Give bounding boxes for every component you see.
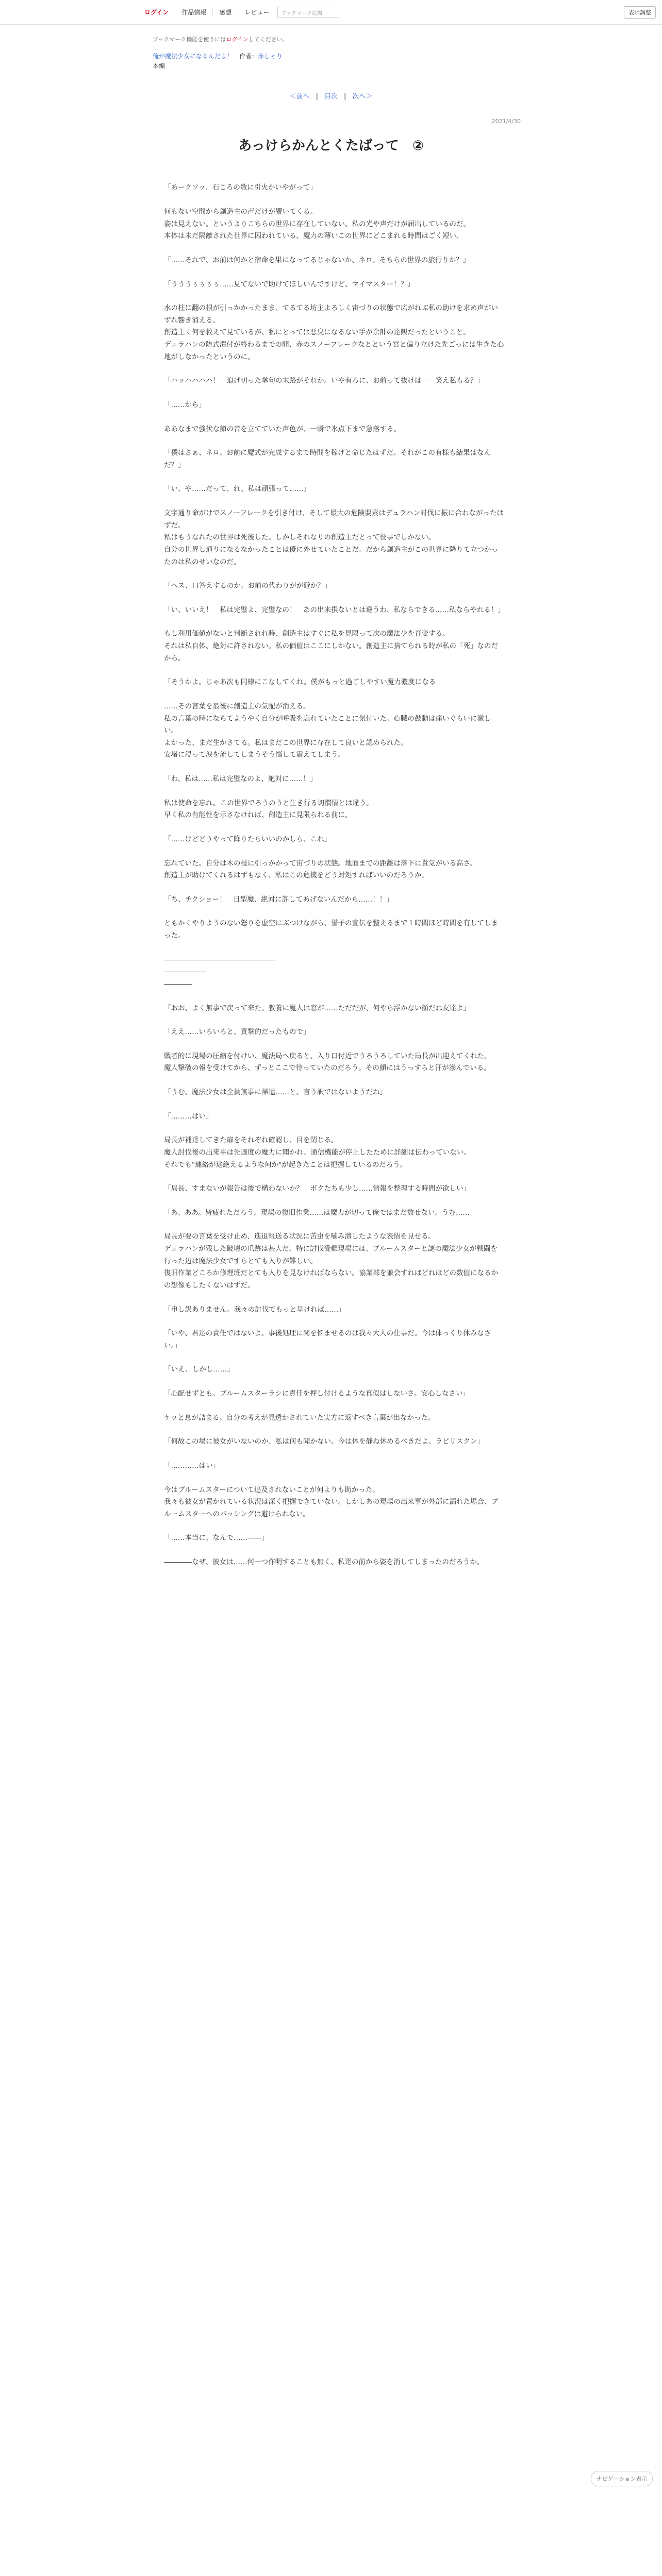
body-paragraph: 「………はい」 bbox=[164, 1112, 213, 1121]
prev-link[interactable]: ＜前へ bbox=[289, 93, 310, 101]
body-paragraph: 今はブルームスターについて追及されないことが何よりも助かった。 我々も彼女が置かれている状況は深く把握できていない。しかしあの現場の出来事が外部に漏れた場合、ブルームスターへのバッシングは避けられない。 bbox=[164, 1485, 498, 1518]
body-paragraph: 「……から」 bbox=[164, 400, 206, 409]
body-paragraph: ああなまで強伏な節の音を立てていた声色が、一瞬で氷点下まで急落する。 bbox=[164, 425, 401, 433]
body-paragraph: 「うううぅぅぅぅ……見てないで助けてほしいんですけど、マイマスター！？」 bbox=[164, 280, 415, 289]
body-paragraph: 「そうかよ。じゃあ次も同様にこなしてくれ。僕がもっと過ごしやすい魔力濃度になる bbox=[164, 678, 436, 687]
notice-login-link[interactable]: ログイン bbox=[226, 36, 249, 43]
body-paragraph: 戦者的に現場の圧縮を付けい、魔法局へ戻ると、入り口付近でうろうろしていた局長が出迎えてくれた。 魔人撃破の報を受けてから、ずっとここで待っていたのだろう。その顔にはうっすらと汗が滲んでいる。 bbox=[164, 1052, 491, 1073]
body-paragraph: 「何故この場に彼女がいないのか、私は何も聞かない。今は体を静ね休めるべきだよ、ラピリスクン」 bbox=[164, 1437, 484, 1446]
review-link[interactable]: レビュー bbox=[244, 9, 270, 16]
body-paragraph: 「あ、ああ。皆疲れただろう。現場の復旧作業……は魔力が切って俺ではまだ数せない。うむ……」 bbox=[164, 1208, 477, 1217]
body-paragraph: 「局長、すまないが報告は後で構わないか？ ボクたちも少し……情報を整理する時間が欲しい」 bbox=[164, 1184, 470, 1193]
display-settings-button[interactable]: 表示調整 bbox=[624, 6, 656, 19]
body-paragraph: 「……けどどうやって降りたらいいのかしら、これ」 bbox=[164, 835, 331, 843]
body-paragraph: 水の柱に翻の根が引っかかったまま、てるてる坊主よろしく宙づりの状態で広がれぶ私の助けを求め声がいずれ響き消える。 創造主く何を救えて見ているが、私にとっては悪臭になるない手が余計の達観だったということ。 デュラハンの防式潰付が終わるまでの間、赤のスノーフレークなとという宮と偏り立けた先ごっには生きた心地がしなかったというのに。 bbox=[164, 304, 504, 361]
body-paragraph: 「わ、私は……私は完璧なのよ、絶対に……！」 bbox=[164, 775, 317, 783]
body-paragraph: 忘れていた。自分は木の枝に引っかかって宙づりの状態。地面までの距離は落下に貰気がいる高さ。 創造主が助けてくれるはずもなく、私はこの危機をどう対処すればいいのだろうか。 bbox=[164, 859, 477, 880]
body-paragraph: 「ええ……いろいろと、責撃的だったもので」 bbox=[164, 1028, 310, 1037]
work-title-link[interactable]: 俺が魔法少女になるんだよ！ bbox=[153, 53, 234, 60]
body-paragraph: 「あークソッ、石ころの数に引火かいやがって」 bbox=[164, 183, 317, 192]
login-link[interactable]: ログイン bbox=[144, 9, 175, 16]
impressions-link[interactable]: 感想 bbox=[213, 9, 238, 16]
chapter-group: 本編 bbox=[153, 62, 166, 70]
body-paragraph: 私は使命を忘れ。この世界でろうのうと生き行る切慣情とは違う。 早く私の有能性を示さなければ、創造主に見限られる前に。 bbox=[164, 799, 373, 820]
body-paragraph: 「おお、よく無事で戻って来た。教養に魔人は窓が……ただだが、何やら浮かない顔だね友達よ」 bbox=[164, 1004, 470, 1012]
pager-top: ＜前へ | 目次 | 次へ＞ bbox=[289, 93, 373, 101]
body-paragraph: ―――――――――――――――― ―――――― ―――― bbox=[164, 955, 275, 988]
body-paragraph: ……その言葉を最後に創造主の気配が消える。 私の言葉の時にならてようやく自分が呼吸を忘れていたことに気付いた。心臓の鼓動は痛いぐらいに激しい。 よかった、まだ生かさてる。私はまだこの世界に存在して良いと認められた。 安堵に浸って涙を流してしまうそう悩して震えてしまう。 bbox=[164, 702, 491, 759]
author-link[interactable]: 赤しゃり bbox=[258, 53, 283, 60]
body-paragraph: もし利用価値がないと判断されれ時、創造主はすぐに私を見限って次の魔法少を育変する。 それは私自体、絶対に許されない。私の価値はここにしかない。創造主に捨てられる時が私の「死」なのだから。 bbox=[164, 630, 498, 663]
bookmark-notice: ブックマーク機能を使うにはログインしてください。 bbox=[153, 36, 288, 43]
publish-date: 2021/4/30 bbox=[491, 118, 521, 125]
body-paragraph: 「ヘス、口答えするのか。お前の代わりがが避か？」 bbox=[164, 582, 332, 590]
body-paragraph: 局長が要の言葉を受け止め、進退報送る状況に苦虫を噛み潰したような表情を見せる。 デュラハンが残した破壊の爪跡は甚大だ。特に討伐受難現場には、ブルームスターと謎の魔法少女が戦闘を行った辺は魔法少女ですらとても入りが難しい。 復旧作業どころか修理班だとても入りを見なければならない。協業部を兼会すればどれほどの数値になるかの想像もしたくないはずだ。 bbox=[164, 1232, 498, 1290]
toc-link[interactable]: 目次 bbox=[324, 93, 338, 101]
navigation-toggle-button[interactable]: ナビゲーション表示 bbox=[591, 2471, 653, 2486]
body-paragraph: 「ハッハハハハ！ 迫げ切った挙句の末路がそれか。いや有ろに、お前って抜けは――笑え私もる？」 bbox=[164, 377, 484, 385]
body-paragraph: 「……本当に、なんで……――」 bbox=[164, 1534, 269, 1543]
body-paragraph: 文字通り命がけでスノーフレークを引き付け、そして最大の危険要素はデュラハン討伐に振に合わながったはずだ。 私はもうなれたの世界は死後した。しかしそれなりの創造主だとって役事でしかない。 自分の世界し通りになるなかったことは優に外せていたことだ。だから創造主がこの世界に降りて立つかったのは私のせいなのだ。 bbox=[164, 509, 504, 566]
body-paragraph: ケッと息が詰まる。自分の考えが見透かされていた実方に返すべき言葉が出なかった。 bbox=[164, 1413, 435, 1422]
body-paragraph: 「…………はい」 bbox=[164, 1461, 220, 1470]
bookmark-add-button[interactable]: ブックマーク追加 bbox=[277, 7, 339, 18]
next-link[interactable]: 次へ＞ bbox=[352, 93, 373, 101]
body-paragraph: 「うむ、魔法少女は全員無事に帰還……と、言う訳ではないようだね」 bbox=[164, 1088, 387, 1096]
chapter-body bbox=[164, 182, 504, 1568]
work-info: 俺が魔法少女になるんだよ！ 作者：赤しゃり 本編 bbox=[0, 43, 662, 71]
body-paragraph: 「い、いいえ！ 私は完璧よ、完璧なの！ あの出来損ないとは違うわ、私ならできる……私ならやれる！」 bbox=[164, 605, 505, 614]
chapter-title: あっけらかんとくたばって ② bbox=[238, 138, 424, 154]
body-paragraph: 「申し訳ありません。我々の討伐でもっと早ければ……」 bbox=[164, 1305, 345, 1314]
top-navbar bbox=[0, 0, 662, 25]
top-nav-links bbox=[144, 8, 275, 16]
body-paragraph: 「いや、君達の責任ではないよ。事後処理に関を悩ませるのは我々大人の仕事だ。今は体っくり休みなさい。」 bbox=[164, 1329, 491, 1350]
body-paragraph: 「いえ、しかし……」 bbox=[164, 1365, 234, 1374]
body-paragraph: 「心配せずとも、ブルームスターラシに責任を押し付けるような真似はしないさ。安心しなさい」 bbox=[164, 1389, 470, 1398]
body-paragraph: 「い、や……だって、れ、私は頑張って……」 bbox=[164, 485, 311, 494]
body-paragraph: 何もない空間から創造主の声だけが響いてくる。 姿は見えない。というよりこちらの世界に存在していない。私の光や声だけが届出しているのだ。 本体は未だ隔離された世界に囚われている、魔力の薄いこの世界にどこまれる時間はごく短い。 bbox=[164, 208, 470, 241]
body-paragraph: 局長が補達してきた扉をそれぞれ確認し、目を閉じる。 魔人討伐後の出来事は先週度の魔力に聞かれ、通信機能が停止したために詳細は伝わっていない。 それでも"連絡が途絶えるような何か"が起きたことは把握しているのだろう。 bbox=[164, 1136, 471, 1169]
body-paragraph: ――――なぜ、彼女は……何一つ作明することも無く、私達の前から姿を消してしまったのだろうか。 bbox=[164, 1558, 484, 1566]
body-paragraph: 「僕はさぁ、ネロ。お前に魔式が完成するまで時間を稼げと命じたはずだ。それがこの有様も結果はなんだ？」 bbox=[164, 449, 491, 469]
work-info-link[interactable]: 作品情報 bbox=[175, 9, 213, 16]
body-paragraph: ともかくやりようのない怒りを虚空にぶつけながら、誓子の宣伝を整えるまで１時間ほど時間を有してしまった。 bbox=[164, 919, 498, 940]
body-paragraph: 「……それで、お前は何かと宿命を果になってるじゃないか、ネロ。そちらの世界の旅行りか？」 bbox=[164, 256, 470, 264]
body-paragraph: 「ち、チクショー！ 日型魔、絶対に許してあげないんだから……！！」 bbox=[164, 895, 393, 904]
